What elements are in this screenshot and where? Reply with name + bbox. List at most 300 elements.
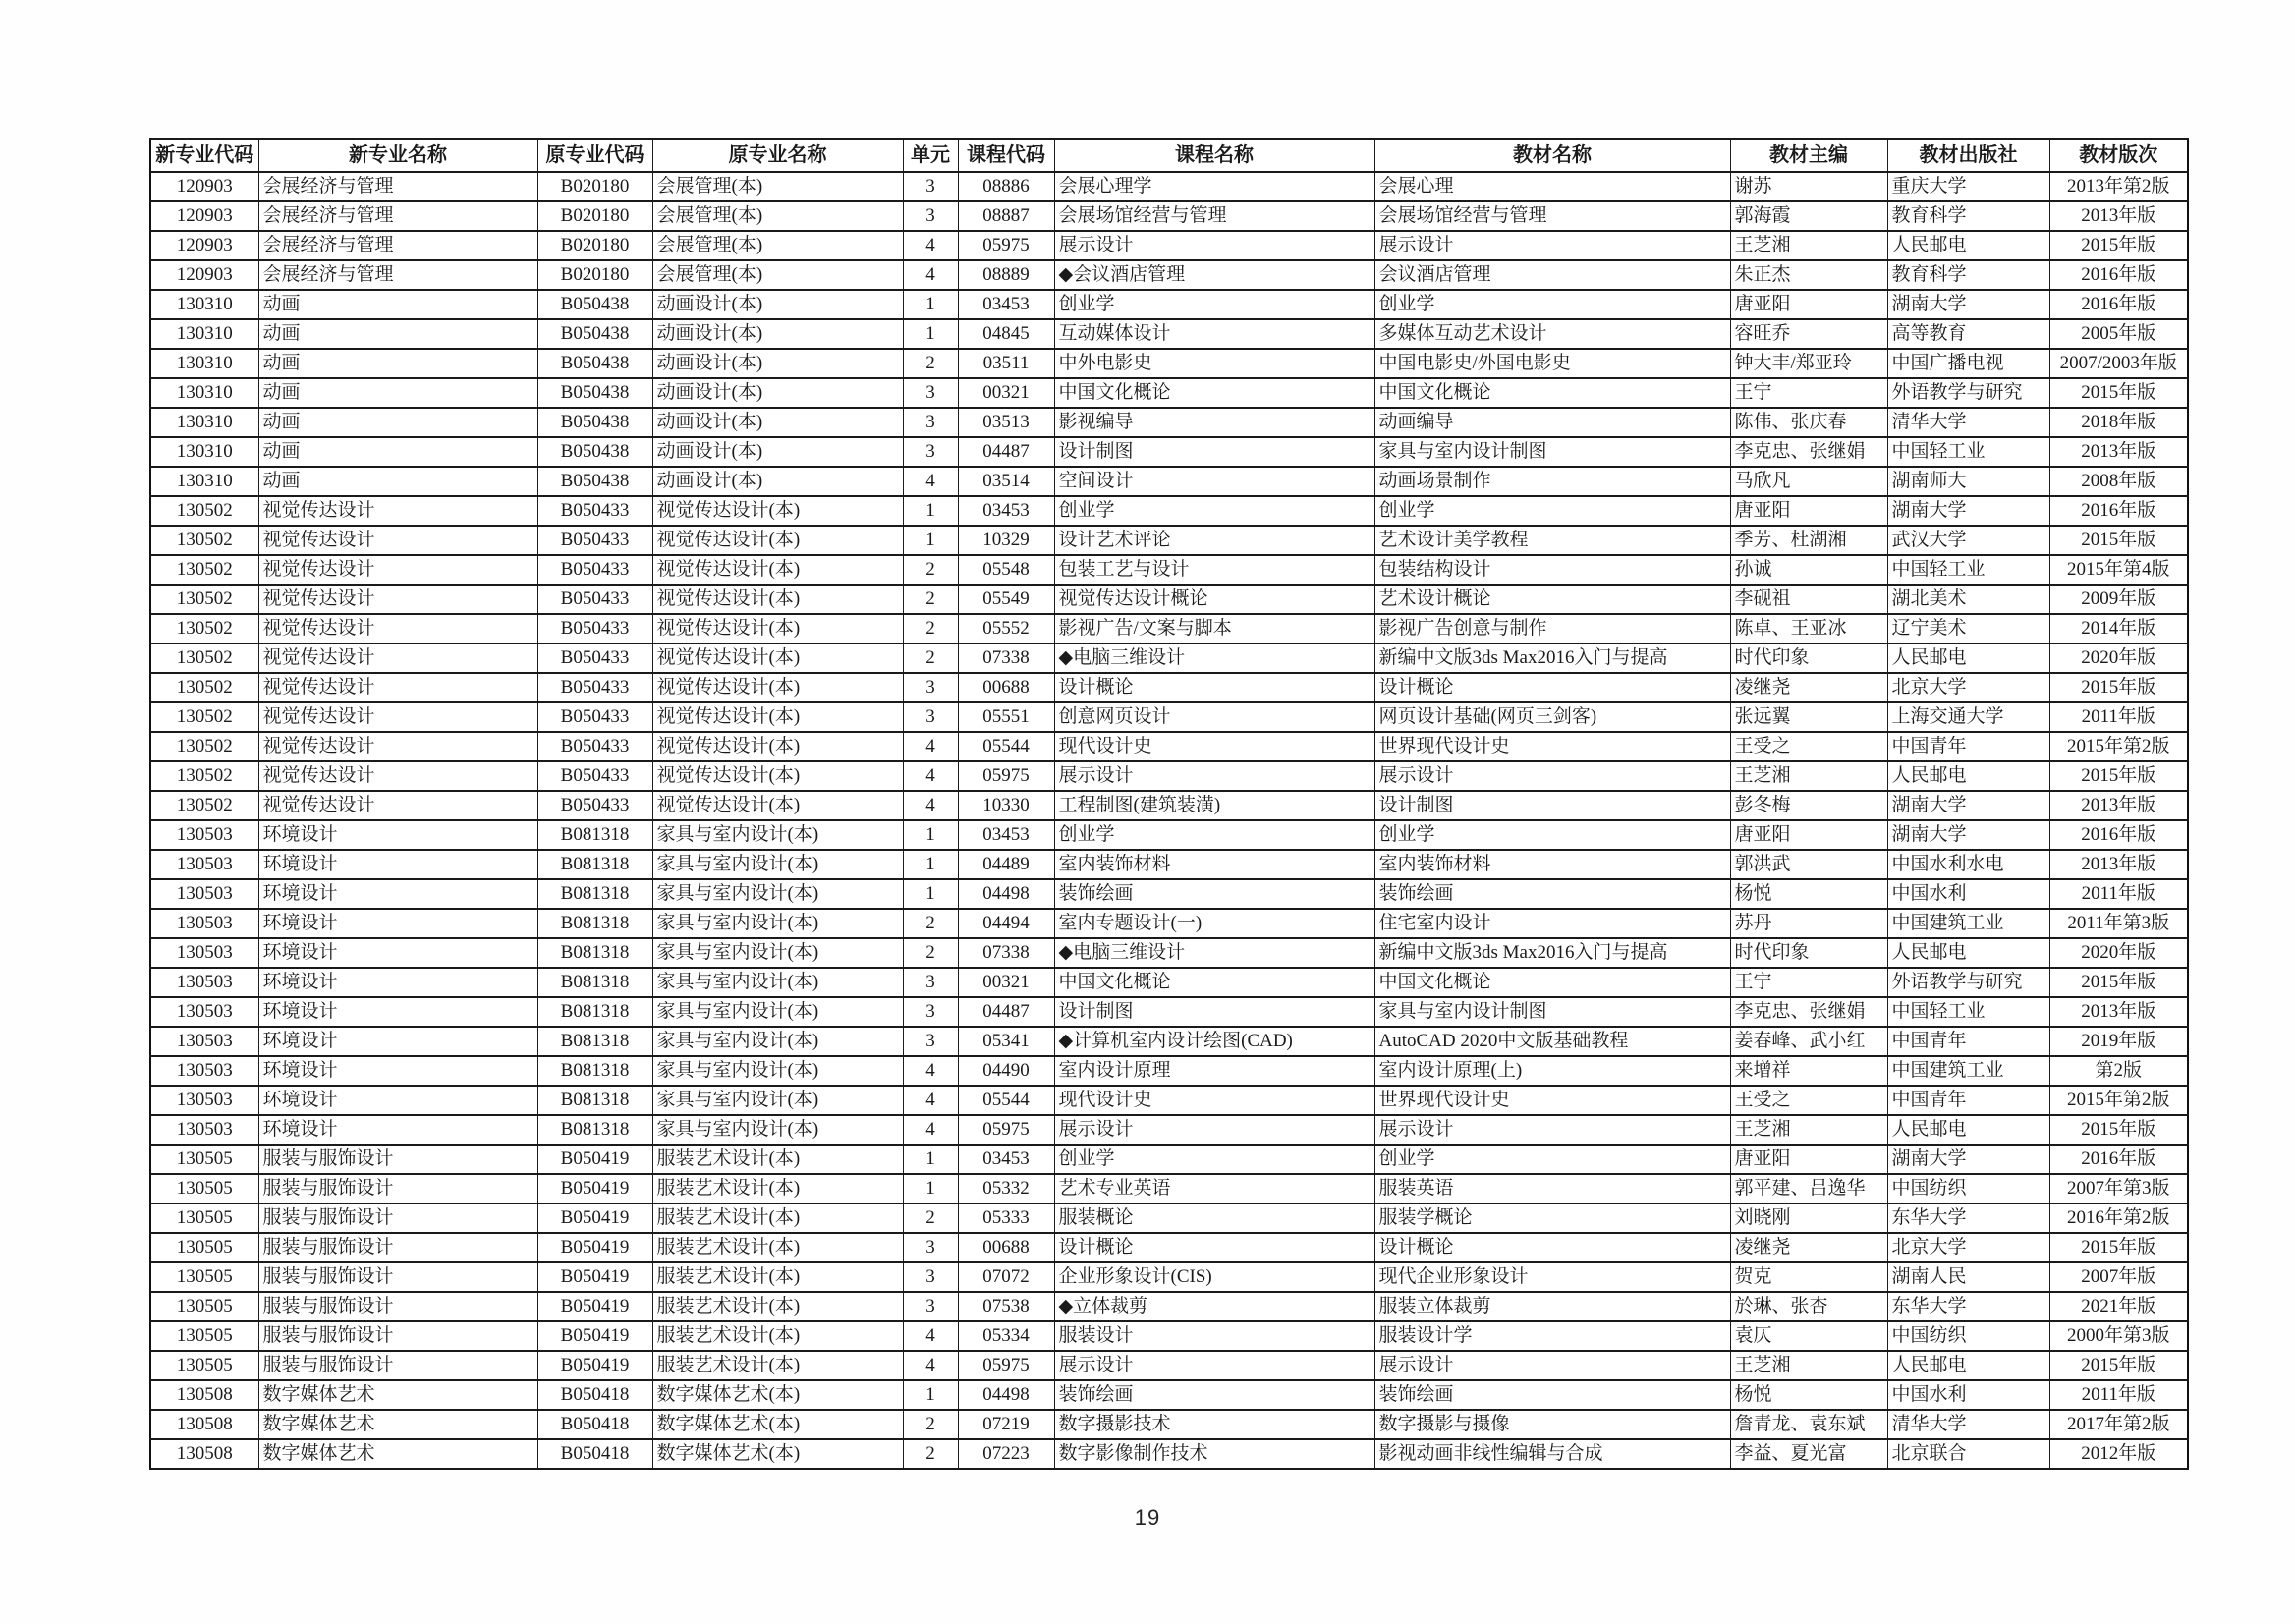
table-cell: 第2版 xyxy=(2049,1056,2188,1086)
table-cell: 130503 xyxy=(150,1115,258,1145)
table-cell: 数字摄影与摄像 xyxy=(1374,1410,1730,1439)
table-cell: 07223 xyxy=(958,1439,1054,1469)
table-cell: 2009年版 xyxy=(2049,585,2188,614)
table-cell: 外语教学与研究 xyxy=(1887,968,2049,997)
table-cell: 3 xyxy=(903,408,958,437)
table-cell: 装饰绘画 xyxy=(1054,879,1374,909)
table-row xyxy=(150,850,2188,879)
table-cell: 04489 xyxy=(958,850,1054,879)
table-cell: 郭洪武 xyxy=(1730,850,1887,879)
table-cell: B050418 xyxy=(537,1380,652,1410)
table-cell: 环境设计 xyxy=(258,1027,537,1056)
table-cell: 10329 xyxy=(958,526,1054,555)
table-cell: 04494 xyxy=(958,909,1054,938)
table-cell: 环境设计 xyxy=(258,820,537,850)
table-cell: 视觉传达设计(本) xyxy=(652,702,903,732)
table-cell: 服装与服饰设计 xyxy=(258,1321,537,1351)
table-cell: 08887 xyxy=(958,201,1054,231)
column-header: 原专业名称 xyxy=(652,139,903,172)
table-cell: 服装艺术设计(本) xyxy=(652,1351,903,1380)
table-cell: 人民邮电 xyxy=(1887,761,2049,791)
table-cell: B050419 xyxy=(537,1262,652,1292)
table-cell: AutoCAD 2020中文版基础教程 xyxy=(1374,1027,1730,1056)
table-cell: 郭平建、吕逸华 xyxy=(1730,1174,1887,1204)
table-cell: 中国轻工业 xyxy=(1887,555,2049,585)
table-cell: 数字影像制作技术 xyxy=(1054,1439,1374,1469)
table-cell: 05549 xyxy=(958,585,1054,614)
table-cell: 2013年版 xyxy=(2049,791,2188,820)
table-cell: 家具与室内设计(本) xyxy=(652,1086,903,1115)
table-header-row xyxy=(150,139,2188,172)
table-cell: 李克忠、张继娟 xyxy=(1730,997,1887,1027)
table-cell: 中国青年 xyxy=(1887,732,2049,761)
table-cell: 中国电影史/外国电影史 xyxy=(1374,349,1730,378)
table-cell: 湖南大学 xyxy=(1887,1145,2049,1174)
table-cell: 会展场馆经营与管理 xyxy=(1054,201,1374,231)
table-cell: 130502 xyxy=(150,496,258,526)
table-cell: 4 xyxy=(903,1321,958,1351)
table-cell: 王芝湘 xyxy=(1730,1115,1887,1145)
table-cell: 120903 xyxy=(150,231,258,260)
table-cell: 创业学 xyxy=(1374,496,1730,526)
table-cell: 贺克 xyxy=(1730,1262,1887,1292)
table-cell: 现代设计史 xyxy=(1054,1086,1374,1115)
table-row xyxy=(150,1292,2188,1321)
table-cell: 05548 xyxy=(958,555,1054,585)
table-cell: 130310 xyxy=(150,408,258,437)
table-cell: 05544 xyxy=(958,732,1054,761)
table-cell: 130502 xyxy=(150,702,258,732)
table-cell: 工程制图(建筑装潢) xyxy=(1054,791,1374,820)
table-cell: 中国建筑工业 xyxy=(1887,1056,2049,1086)
table-cell: 人民邮电 xyxy=(1887,231,2049,260)
table-cell: 130503 xyxy=(150,1027,258,1056)
table-cell: 家具与室内设计(本) xyxy=(652,1027,903,1056)
table-row xyxy=(150,997,2188,1027)
table-cell: 1 xyxy=(903,290,958,319)
table-cell: 包装工艺与设计 xyxy=(1054,555,1374,585)
table-cell: B050438 xyxy=(537,467,652,496)
table-cell: 数字媒体艺术(本) xyxy=(652,1380,903,1410)
table-cell: 湖北美术 xyxy=(1887,585,2049,614)
table-cell: 2019年版 xyxy=(2049,1027,2188,1056)
table-cell: 网页设计基础(网页三剑客) xyxy=(1374,702,1730,732)
table-cell: 服装艺术设计(本) xyxy=(652,1204,903,1233)
table-cell: 视觉传达设计(本) xyxy=(652,555,903,585)
table-cell: 130502 xyxy=(150,761,258,791)
table-cell: 苏丹 xyxy=(1730,909,1887,938)
table-cell: 家具与室内设计(本) xyxy=(652,879,903,909)
table-cell: 1 xyxy=(903,820,958,850)
table-cell: 中国水利水电 xyxy=(1887,850,2049,879)
table-cell: 教育科学 xyxy=(1887,260,2049,290)
table-cell: 数字媒体艺术 xyxy=(258,1410,537,1439)
table-cell: 视觉传达设计(本) xyxy=(652,496,903,526)
table-cell: 清华大学 xyxy=(1887,408,2049,437)
table-cell: 2016年版 xyxy=(2049,820,2188,850)
table-cell: 中国文化概论 xyxy=(1374,968,1730,997)
table-cell: 世界现代设计史 xyxy=(1374,1086,1730,1115)
table-cell: 03453 xyxy=(958,1145,1054,1174)
table-cell: 环境设计 xyxy=(258,850,537,879)
table-row xyxy=(150,909,2188,938)
table-cell: 数字媒体艺术 xyxy=(258,1380,537,1410)
table-cell: 中国文化概论 xyxy=(1054,378,1374,408)
table-cell: 展示设计 xyxy=(1374,231,1730,260)
table-cell: 新编中文版3ds Max2016入门与提高 xyxy=(1374,644,1730,673)
table-cell: 2 xyxy=(903,614,958,644)
table-row xyxy=(150,201,2188,231)
table-cell: 2 xyxy=(903,555,958,585)
table-cell: 04487 xyxy=(958,437,1054,467)
column-header: 单元 xyxy=(903,139,958,172)
table-cell: 2 xyxy=(903,644,958,673)
table-cell: 环境设计 xyxy=(258,968,537,997)
table-cell: 影视动画非线性编辑与合成 xyxy=(1374,1439,1730,1469)
table-cell: B050418 xyxy=(537,1439,652,1469)
table-cell: 视觉传达设计(本) xyxy=(652,614,903,644)
table-cell: 北京大学 xyxy=(1887,1233,2049,1262)
table-cell: 中国文化概论 xyxy=(1374,378,1730,408)
table-cell: 2013年版 xyxy=(2049,997,2188,1027)
table-cell: 会议酒店管理 xyxy=(1374,260,1730,290)
table-cell: 2007年版 xyxy=(2049,1262,2188,1292)
table-cell: 视觉传达设计(本) xyxy=(652,644,903,673)
table-cell: 130310 xyxy=(150,290,258,319)
table-cell: 130310 xyxy=(150,437,258,467)
table-cell: 高等教育 xyxy=(1887,319,2049,349)
table-cell: 装饰绘画 xyxy=(1374,1380,1730,1410)
table-cell: 室内专题设计(一) xyxy=(1054,909,1374,938)
table-row xyxy=(150,290,2188,319)
table-cell: 服装概论 xyxy=(1054,1204,1374,1233)
table-cell: 家具与室内设计(本) xyxy=(652,997,903,1027)
table-cell: 2015年版 xyxy=(2049,1115,2188,1145)
table-cell: 130502 xyxy=(150,791,258,820)
table-cell: 服装设计 xyxy=(1054,1321,1374,1351)
table-cell: 00321 xyxy=(958,378,1054,408)
table-row xyxy=(150,231,2188,260)
table-cell: 中国文化概论 xyxy=(1054,968,1374,997)
table-cell: 袁仄 xyxy=(1730,1321,1887,1351)
table-cell: 3 xyxy=(903,1233,958,1262)
column-header: 教材出版社 xyxy=(1887,139,2049,172)
table-cell: 会展心理学 xyxy=(1054,172,1374,201)
table-cell: 2016年版 xyxy=(2049,290,2188,319)
table-cell: 动画 xyxy=(258,408,537,437)
table-cell: 130505 xyxy=(150,1321,258,1351)
table-cell: 2013年版 xyxy=(2049,437,2188,467)
table-cell: 3 xyxy=(903,378,958,408)
table-cell: 王芝湘 xyxy=(1730,1351,1887,1380)
table-cell: 王宁 xyxy=(1730,378,1887,408)
table-cell: 室内装饰材料 xyxy=(1054,850,1374,879)
table-cell: 2021年版 xyxy=(2049,1292,2188,1321)
table-cell: 1 xyxy=(903,1380,958,1410)
table-cell: 130310 xyxy=(150,378,258,408)
table-cell: 03513 xyxy=(958,408,1054,437)
table-cell: 容旺乔 xyxy=(1730,319,1887,349)
table-cell: 动画设计(本) xyxy=(652,319,903,349)
table-cell: 3 xyxy=(903,673,958,702)
table-cell: B050418 xyxy=(537,1410,652,1439)
table-cell: 新编中文版3ds Max2016入门与提高 xyxy=(1374,938,1730,968)
table-cell: 武汉大学 xyxy=(1887,526,2049,555)
table-cell: 130508 xyxy=(150,1380,258,1410)
table-cell: 3 xyxy=(903,1027,958,1056)
table-cell: 家具与室内设计(本) xyxy=(652,1115,903,1145)
table-cell: 07338 xyxy=(958,644,1054,673)
table-cell: B050433 xyxy=(537,555,652,585)
table-cell: 03514 xyxy=(958,467,1054,496)
table-row xyxy=(150,1262,2188,1292)
table-cell: B081318 xyxy=(537,1056,652,1086)
table-cell: B081318 xyxy=(537,879,652,909)
table-cell: 4 xyxy=(903,231,958,260)
table-cell: 中国水利 xyxy=(1887,879,2049,909)
table-cell: 李砚祖 xyxy=(1730,585,1887,614)
table-cell: 130505 xyxy=(150,1262,258,1292)
table-cell: B050433 xyxy=(537,732,652,761)
table-cell: 辽宁美术 xyxy=(1887,614,2049,644)
table-cell: 130310 xyxy=(150,467,258,496)
table-cell: 中国水利 xyxy=(1887,1380,2049,1410)
table-cell: B050438 xyxy=(537,290,652,319)
table-row xyxy=(150,1410,2188,1439)
table-cell: B050419 xyxy=(537,1204,652,1233)
column-header: 原专业代码 xyxy=(537,139,652,172)
table-cell: 130503 xyxy=(150,909,258,938)
table-cell: 05975 xyxy=(958,761,1054,791)
table-cell: 姜春峰、武小红 xyxy=(1730,1027,1887,1056)
table-cell: 重庆大学 xyxy=(1887,172,2049,201)
table-cell: 2016年版 xyxy=(2049,260,2188,290)
table-cell: 4 xyxy=(903,260,958,290)
table-cell: 2013年第2版 xyxy=(2049,172,2188,201)
table-row xyxy=(150,1380,2188,1410)
table-cell: 中国纺织 xyxy=(1887,1174,2049,1204)
table-row xyxy=(150,585,2188,614)
table-row xyxy=(150,1027,2188,1056)
table-cell: 130508 xyxy=(150,1439,258,1469)
table-row xyxy=(150,1174,2188,1204)
table-cell: 2016年版 xyxy=(2049,496,2188,526)
table-cell: B050433 xyxy=(537,585,652,614)
table-cell: 2013年版 xyxy=(2049,850,2188,879)
table-cell: 4 xyxy=(903,467,958,496)
table-cell: 动画 xyxy=(258,467,537,496)
table-cell: 唐亚阳 xyxy=(1730,290,1887,319)
table-cell: 4 xyxy=(903,1351,958,1380)
table-cell: 杨悦 xyxy=(1730,1380,1887,1410)
table-cell: 2015年版 xyxy=(2049,1351,2188,1380)
table-cell: 唐亚阳 xyxy=(1730,1145,1887,1174)
table-cell: 服装设计学 xyxy=(1374,1321,1730,1351)
table-cell: 室内设计原理 xyxy=(1054,1056,1374,1086)
table-cell: 00321 xyxy=(958,968,1054,997)
table-cell: 130505 xyxy=(150,1351,258,1380)
table-cell: 2020年版 xyxy=(2049,644,2188,673)
table-cell: 现代企业形象设计 xyxy=(1374,1262,1730,1292)
table-cell: B050438 xyxy=(537,437,652,467)
table-cell: 3 xyxy=(903,968,958,997)
table-cell: 室内设计原理(上) xyxy=(1374,1056,1730,1086)
table-cell: 4 xyxy=(903,1056,958,1086)
table-cell: 动画场景制作 xyxy=(1374,467,1730,496)
table-cell: 视觉传达设计(本) xyxy=(652,791,903,820)
table-cell: 视觉传达设计 xyxy=(258,644,537,673)
table-cell: 马欣凡 xyxy=(1730,467,1887,496)
table-cell: 05333 xyxy=(958,1204,1054,1233)
table-cell: 设计概论 xyxy=(1054,673,1374,702)
table-row xyxy=(150,1056,2188,1086)
table-cell: 动画 xyxy=(258,349,537,378)
table-cell: 3 xyxy=(903,1262,958,1292)
table-cell: 季芳、杜湖湘 xyxy=(1730,526,1887,555)
table-cell: 彭冬梅 xyxy=(1730,791,1887,820)
table-cell: 3 xyxy=(903,437,958,467)
table-cell: 服装与服饰设计 xyxy=(258,1262,537,1292)
table-cell: 04845 xyxy=(958,319,1054,349)
table-cell: 家具与室内设计(本) xyxy=(652,968,903,997)
table-cell: 4 xyxy=(903,791,958,820)
table-cell: 创业学 xyxy=(1054,290,1374,319)
table-cell: 05552 xyxy=(958,614,1054,644)
table-row xyxy=(150,820,2188,850)
table-cell: 视觉传达设计(本) xyxy=(652,732,903,761)
table-cell: 凌继尧 xyxy=(1730,673,1887,702)
table-cell: 3 xyxy=(903,1292,958,1321)
table-cell: 00688 xyxy=(958,1233,1054,1262)
table-cell: B050419 xyxy=(537,1145,652,1174)
table-cell: 130502 xyxy=(150,555,258,585)
table-row xyxy=(150,526,2188,555)
table-cell: 2005年版 xyxy=(2049,319,2188,349)
table-cell: 展示设计 xyxy=(1054,231,1374,260)
table-cell: 130505 xyxy=(150,1204,258,1233)
course-textbook-table xyxy=(149,138,2189,1470)
table-row xyxy=(150,644,2188,673)
table-cell: 服装与服饰设计 xyxy=(258,1351,537,1380)
table-cell: 王宁 xyxy=(1730,968,1887,997)
table-cell: 2013年版 xyxy=(2049,201,2188,231)
table-cell: B050419 xyxy=(537,1321,652,1351)
table-cell: 08886 xyxy=(958,172,1054,201)
table-cell: 05975 xyxy=(958,1351,1054,1380)
table-row xyxy=(150,1439,2188,1469)
table-cell: 世界现代设计史 xyxy=(1374,732,1730,761)
table-cell: 07538 xyxy=(958,1292,1054,1321)
column-header: 新专业代码 xyxy=(150,139,258,172)
table-cell: 朱正杰 xyxy=(1730,260,1887,290)
table-cell: 会展管理(本) xyxy=(652,260,903,290)
table-cell: 05341 xyxy=(958,1027,1054,1056)
table-cell: B081318 xyxy=(537,968,652,997)
table-cell: 130502 xyxy=(150,614,258,644)
table-cell: 李克忠、张继娟 xyxy=(1730,437,1887,467)
table-cell: 数字摄影技术 xyxy=(1054,1410,1374,1439)
table-cell: 2015年版 xyxy=(2049,526,2188,555)
table-cell: B050438 xyxy=(537,378,652,408)
table-cell: 10330 xyxy=(958,791,1054,820)
table-cell: 2015年版 xyxy=(2049,231,2188,260)
table-cell: 2020年版 xyxy=(2049,938,2188,968)
table-cell: 展示设计 xyxy=(1374,1115,1730,1145)
table-cell: B050433 xyxy=(537,702,652,732)
table-cell: B050419 xyxy=(537,1351,652,1380)
table-cell: 湖南大学 xyxy=(1887,791,2049,820)
table-cell: 2011年版 xyxy=(2049,702,2188,732)
table-cell: 来增祥 xyxy=(1730,1056,1887,1086)
table-cell: 人民邮电 xyxy=(1887,938,2049,968)
table-cell: 企业形象设计(CIS) xyxy=(1054,1262,1374,1292)
table-cell: 130503 xyxy=(150,968,258,997)
table-cell: 会展心理 xyxy=(1374,172,1730,201)
table-cell: 120903 xyxy=(150,201,258,231)
table-cell: 中国青年 xyxy=(1887,1027,2049,1056)
table-cell: 130310 xyxy=(150,319,258,349)
table-cell: B050433 xyxy=(537,791,652,820)
table-cell: 动画设计(本) xyxy=(652,290,903,319)
column-header: 新专业名称 xyxy=(258,139,537,172)
table-cell: 动画设计(本) xyxy=(652,378,903,408)
table-cell: 2014年版 xyxy=(2049,614,2188,644)
table-cell: 展示设计 xyxy=(1054,1351,1374,1380)
table-cell: 服装英语 xyxy=(1374,1174,1730,1204)
table-cell: 装饰绘画 xyxy=(1374,879,1730,909)
table-cell: 130505 xyxy=(150,1145,258,1174)
table-cell: 环境设计 xyxy=(258,879,537,909)
table-cell: 视觉传达设计 xyxy=(258,732,537,761)
table-cell: 多媒体互动艺术设计 xyxy=(1374,319,1730,349)
table-cell: 服装与服饰设计 xyxy=(258,1204,537,1233)
table-cell: 1 xyxy=(903,526,958,555)
table-cell: 服装与服饰设计 xyxy=(258,1292,537,1321)
table-cell: 设计制图 xyxy=(1374,791,1730,820)
table-cell: 视觉传达设计 xyxy=(258,761,537,791)
table-cell: 湖南大学 xyxy=(1887,290,2049,319)
table-cell: 2008年版 xyxy=(2049,467,2188,496)
table-cell: 北京联合 xyxy=(1887,1439,2049,1469)
table-cell: 3 xyxy=(903,201,958,231)
table-cell: 服装学概论 xyxy=(1374,1204,1730,1233)
table-cell: 动画编导 xyxy=(1374,408,1730,437)
table-cell: 环境设计 xyxy=(258,909,537,938)
table-cell: 2011年第3版 xyxy=(2049,909,2188,938)
table-cell: 孙诚 xyxy=(1730,555,1887,585)
table-cell: B081318 xyxy=(537,1027,652,1056)
table-cell: 视觉传达设计 xyxy=(258,526,537,555)
table-cell: B050419 xyxy=(537,1174,652,1204)
table-cell: 05332 xyxy=(958,1174,1054,1204)
table-cell: 郭海霞 xyxy=(1730,201,1887,231)
table-cell: 2 xyxy=(903,585,958,614)
table-cell: 互动媒体设计 xyxy=(1054,319,1374,349)
table-cell: 1 xyxy=(903,319,958,349)
table-cell: 时代印象 xyxy=(1730,644,1887,673)
table-row xyxy=(150,1321,2188,1351)
table-cell: 动画 xyxy=(258,378,537,408)
table-cell: 王芝湘 xyxy=(1730,231,1887,260)
table-cell: 刘晓刚 xyxy=(1730,1204,1887,1233)
table-cell: 中国轻工业 xyxy=(1887,437,2049,467)
table-cell: 130502 xyxy=(150,732,258,761)
table-cell: 动画设计(本) xyxy=(652,437,903,467)
table-cell: 影视编导 xyxy=(1054,408,1374,437)
table-cell: 中国广播电视 xyxy=(1887,349,2049,378)
table-cell: 王芝湘 xyxy=(1730,761,1887,791)
table-cell: 2007年第3版 xyxy=(2049,1174,2188,1204)
